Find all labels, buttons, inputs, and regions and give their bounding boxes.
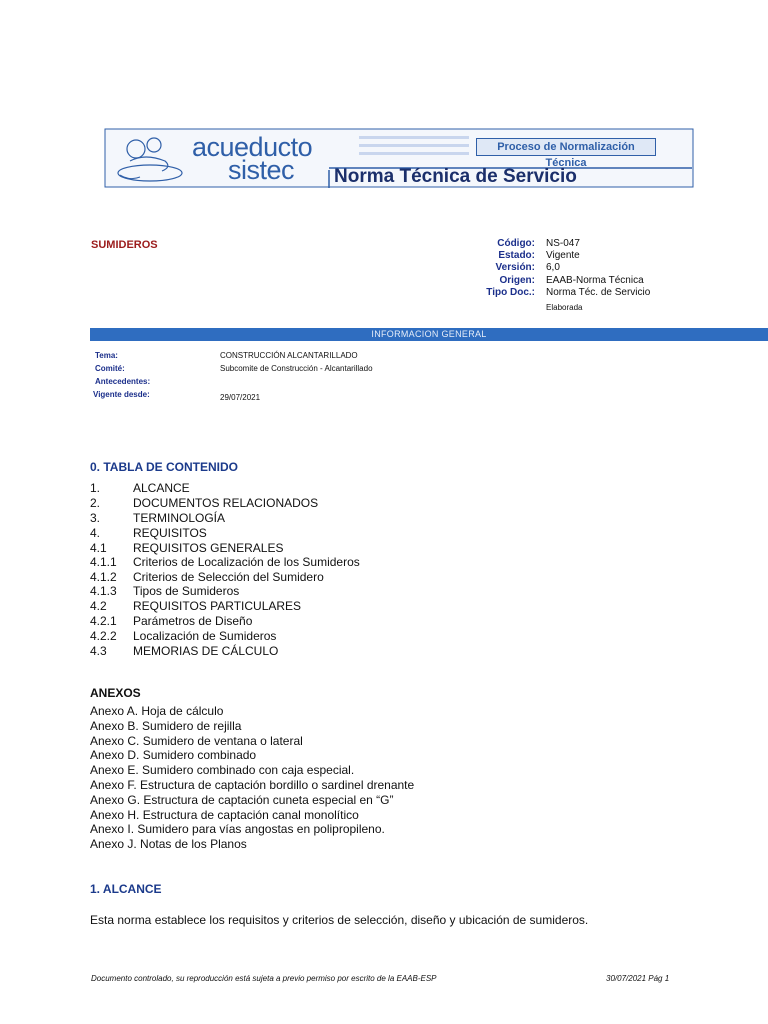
meta-key-origin: Origen: <box>499 275 535 286</box>
toc-number: 4.1.3 <box>90 584 117 598</box>
annex-item: Anexo E. Sumidero combinado con caja especial. <box>90 763 355 777</box>
toc-label: ALCANCE <box>133 481 190 495</box>
document-title: SUMIDEROS <box>91 239 158 251</box>
brand-sistec: sistec <box>228 155 295 185</box>
toc-number: 4.2.1 <box>90 614 117 628</box>
meta-key-doc-type: Tipo Doc.: <box>486 287 535 298</box>
annex-item: Anexo B. Sumidero de rejilla <box>90 719 242 733</box>
annexes-heading: ANEXOS <box>90 686 141 700</box>
aqueduct-mascot-logo <box>110 131 190 187</box>
annex-item: Anexo A. Hoja de cálculo <box>90 704 224 718</box>
toc-number: 4.1 <box>90 541 107 555</box>
toc-item <box>90 570 590 585</box>
annex-item: Anexo D. Sumidero combinado <box>90 748 257 762</box>
annex-item: Anexo J. Notas de los Planos <box>90 837 247 851</box>
toc-label: DOCUMENTOS RELACIONADOS <box>133 496 319 510</box>
toc-label: REQUISITOS <box>133 526 207 540</box>
toc-item <box>90 496 590 511</box>
info-key-topic: Tema: <box>95 351 118 360</box>
process-label: Proceso de Normalización Técnica <box>476 138 656 156</box>
toc-label: Parámetros de Diseño <box>133 614 253 628</box>
info-key-background: Antecedentes: <box>95 377 151 386</box>
toc-number: 2. <box>90 496 101 510</box>
toc-number: 1. <box>90 481 101 495</box>
footer-date-page: 30/07/2021 Pág 1 <box>606 974 670 983</box>
toc-number: 4.1.2 <box>90 570 117 584</box>
info-key-valid-from: Vigente desde: <box>93 390 150 399</box>
header-banner <box>104 128 694 190</box>
info-value-valid-from: 29/07/2021 <box>220 393 261 402</box>
meta-value-version: 6,0 <box>546 262 560 273</box>
meta-value-code: NS-047 <box>546 238 580 249</box>
toc-item <box>90 644 590 659</box>
meta-value-status: Vigente <box>546 250 580 261</box>
toc-item <box>90 599 590 614</box>
toc-item <box>90 541 590 556</box>
toc-number: 4.2 <box>90 599 107 613</box>
toc-item <box>90 584 590 599</box>
brand-acueducto: acueducto <box>192 132 313 162</box>
toc-label: Criterios de Selección del Sumidero <box>133 570 324 584</box>
scope-heading: 1. ALCANCE <box>90 882 162 896</box>
meta-elaborated: Elaborada <box>546 303 583 312</box>
annex-item: Anexo F. Estructura de captación bordillo o sardinel drenante <box>90 778 415 792</box>
meta-key-code: Código: <box>497 238 535 249</box>
toc-number: 4.3 <box>90 644 107 658</box>
annex-item: Anexo C. Sumidero de ventana o lateral <box>90 734 303 748</box>
toc-label: Tipos de Sumideros <box>133 584 240 598</box>
toc-number: 4.1.1 <box>90 555 117 569</box>
info-key-committee: Comité: <box>95 364 125 373</box>
meta-key-status: Estado: <box>498 250 535 261</box>
info-value-committee: Subcomite de Construcción - Alcantarillado <box>220 364 373 373</box>
toc-label: REQUISITOS PARTICULARES <box>133 599 302 613</box>
toc-item <box>90 614 590 629</box>
toc-item <box>90 555 590 570</box>
toc-label: REQUISITOS GENERALES <box>133 541 284 555</box>
general-info-bar: INFORMACION GENERAL <box>90 328 768 341</box>
toc-item <box>90 526 590 541</box>
footer-notice: Documento controlado, su reproducción está sujeta a previo permiso por escrito de la EAAB-ESP <box>91 974 437 983</box>
norma-title: Norma Técnica de Servicio <box>334 166 577 187</box>
toc-item <box>90 481 590 496</box>
toc-label: MEMORIAS DE CÁLCULO <box>133 644 279 658</box>
toc-label: TERMINOLOGÍA <box>133 511 226 525</box>
scope-paragraph: Esta norma establece los requisitos y criterios de selección, diseño y ubicación de sumideros. <box>90 913 589 927</box>
toc-item <box>90 629 590 644</box>
meta-value-doc-type: Norma Téc. de Servicio <box>546 287 651 298</box>
toc-number: 4.2.2 <box>90 629 117 643</box>
meta-key-version: Versión: <box>495 262 535 273</box>
annex-item: Anexo I. Sumidero para vías angostas en polipropileno. <box>90 822 385 836</box>
toc-label: Localización de Sumideros <box>133 629 277 643</box>
toc-heading: 0. TABLA DE CONTENIDO <box>90 460 239 474</box>
annex-item: Anexo H. Estructura de captación canal monolítico <box>90 808 359 822</box>
info-value-topic: CONSTRUCCIÓN ALCANTARILLADO <box>220 351 358 360</box>
annex-item: Anexo G. Estructura de captación cuneta especial en “G” <box>90 793 394 807</box>
toc-item <box>90 511 590 526</box>
toc-number: 3. <box>90 511 101 525</box>
toc-number: 4. <box>90 526 101 540</box>
meta-value-origin: EAAB-Norma Técnica <box>546 275 644 286</box>
toc-label: Criterios de Localización de los Sumideros <box>133 555 360 569</box>
